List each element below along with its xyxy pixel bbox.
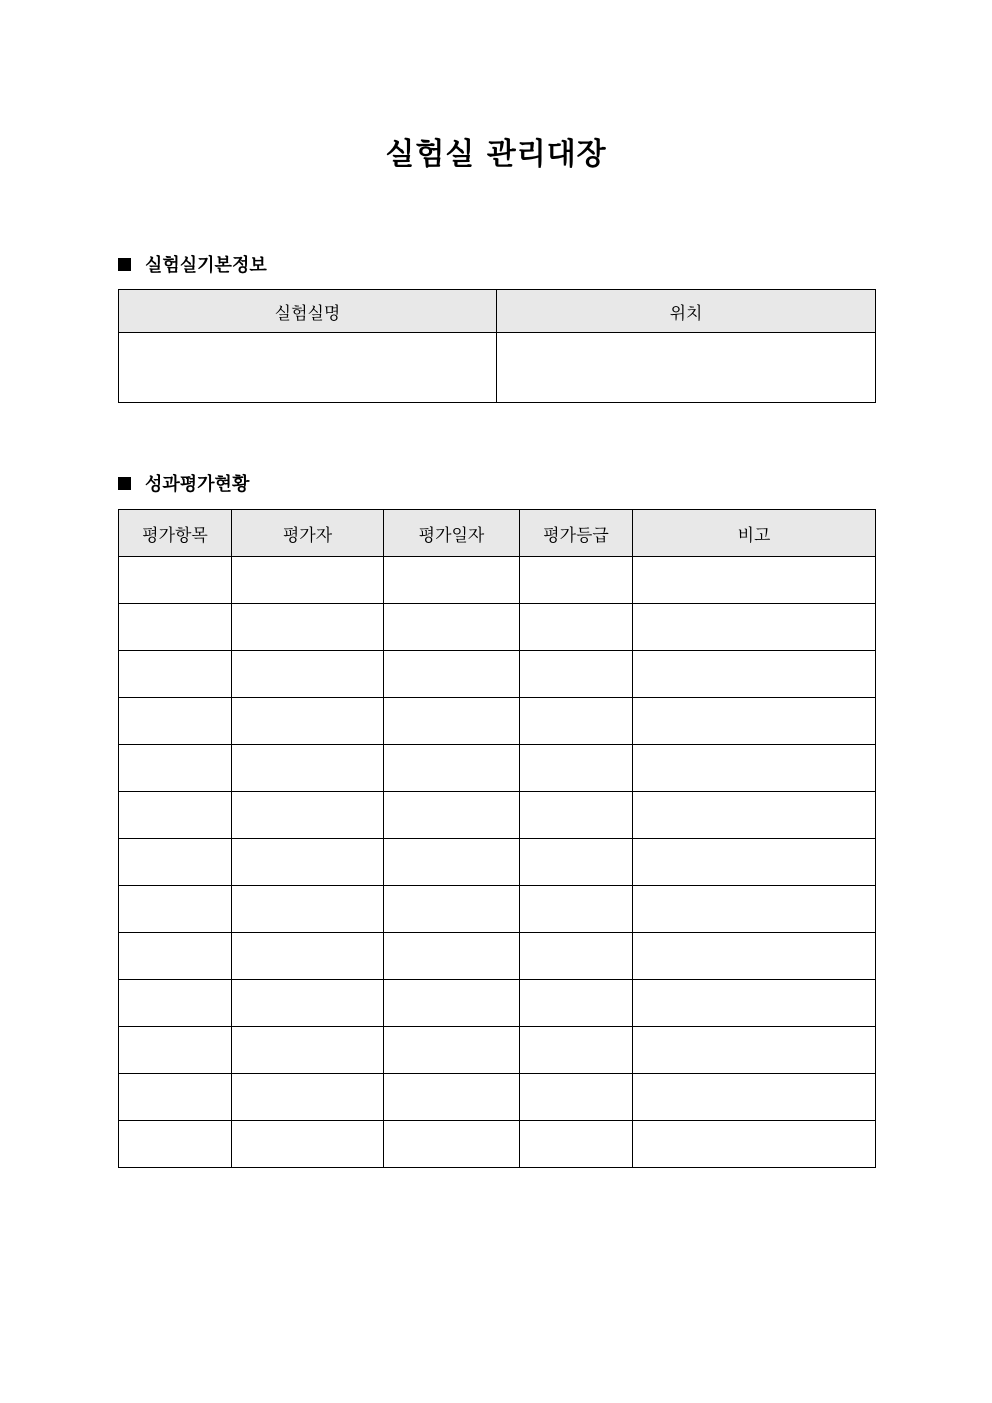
eval-grade-cell[interactable] — [520, 933, 633, 980]
column-header-eval-date: 평가일자 — [384, 510, 520, 557]
evaluator-cell[interactable] — [232, 1074, 384, 1121]
eval-date-cell[interactable] — [384, 1121, 520, 1168]
eval-item-cell[interactable] — [119, 792, 232, 839]
eval-item-cell[interactable] — [119, 651, 232, 698]
eval-date-cell[interactable] — [384, 651, 520, 698]
evaluation-table-body — [119, 557, 876, 1168]
evaluation-table — [118, 509, 876, 1168]
eval-item-cell[interactable] — [119, 745, 232, 792]
eval-grade-cell[interactable] — [520, 1074, 633, 1121]
evaluator-cell[interactable] — [232, 792, 384, 839]
square-bullet-icon — [118, 258, 131, 271]
eval-item-cell[interactable] — [119, 933, 232, 980]
table-row — [119, 1027, 876, 1074]
evaluator-cell[interactable] — [232, 698, 384, 745]
eval-item-cell[interactable] — [119, 1027, 232, 1074]
eval-date-cell[interactable] — [384, 839, 520, 886]
eval-grade-cell[interactable] — [520, 980, 633, 1027]
table-row — [119, 333, 876, 403]
evaluator-cell[interactable] — [232, 886, 384, 933]
remarks-cell[interactable] — [633, 1121, 876, 1168]
eval-grade-cell[interactable] — [520, 745, 633, 792]
header-row — [119, 510, 876, 557]
remarks-cell[interactable] — [633, 745, 876, 792]
table-row — [119, 651, 876, 698]
column-header-eval-grade: 평가등급 — [520, 510, 633, 557]
table-row — [119, 1121, 876, 1168]
section-heading-basic-info — [118, 252, 267, 276]
eval-date-cell[interactable] — [384, 980, 520, 1027]
eval-item-cell[interactable] — [119, 839, 232, 886]
remarks-cell[interactable] — [633, 557, 876, 604]
table-row — [119, 839, 876, 886]
eval-grade-cell[interactable] — [520, 1121, 633, 1168]
eval-item-cell[interactable] — [119, 980, 232, 1027]
eval-date-cell[interactable] — [384, 557, 520, 604]
eval-grade-cell[interactable] — [520, 557, 633, 604]
eval-date-cell[interactable] — [384, 886, 520, 933]
table-row — [119, 604, 876, 651]
eval-grade-cell[interactable] — [520, 839, 633, 886]
column-header-remarks: 비고 — [633, 510, 876, 557]
evaluator-cell[interactable] — [232, 980, 384, 1027]
evaluator-cell[interactable] — [232, 839, 384, 886]
remarks-cell[interactable] — [633, 886, 876, 933]
eval-grade-cell[interactable] — [520, 698, 633, 745]
document-title: 실험실 관리대장 — [385, 137, 607, 172]
remarks-cell[interactable] — [633, 980, 876, 1027]
remarks-cell[interactable] — [633, 1074, 876, 1121]
eval-date-cell[interactable] — [384, 604, 520, 651]
table-row — [119, 557, 876, 604]
table-row — [119, 980, 876, 1027]
section-heading-label: 실험실기본정보 — [145, 255, 267, 276]
remarks-cell[interactable] — [633, 1027, 876, 1074]
eval-item-cell[interactable] — [119, 557, 232, 604]
eval-item-cell[interactable] — [119, 604, 232, 651]
evaluator-cell[interactable] — [232, 557, 384, 604]
remarks-cell[interactable] — [633, 604, 876, 651]
eval-grade-cell[interactable] — [520, 886, 633, 933]
column-header-location: 위치 — [497, 290, 876, 333]
eval-date-cell[interactable] — [384, 745, 520, 792]
evaluator-cell[interactable] — [232, 1121, 384, 1168]
table-row — [119, 886, 876, 933]
table-row — [119, 745, 876, 792]
remarks-cell[interactable] — [633, 839, 876, 886]
section-heading-evaluation — [118, 471, 249, 495]
square-bullet-icon — [118, 477, 131, 490]
eval-date-cell[interactable] — [384, 1074, 520, 1121]
eval-date-cell[interactable] — [384, 792, 520, 839]
remarks-cell[interactable] — [633, 651, 876, 698]
header-row — [119, 290, 876, 333]
evaluator-cell[interactable] — [232, 745, 384, 792]
eval-item-cell[interactable] — [119, 698, 232, 745]
eval-item-cell[interactable] — [119, 1121, 232, 1168]
section-heading-label: 성과평가현황 — [145, 474, 250, 495]
evaluator-cell[interactable] — [232, 1027, 384, 1074]
remarks-cell[interactable] — [633, 698, 876, 745]
eval-grade-cell[interactable] — [520, 651, 633, 698]
lab-name-cell[interactable] — [119, 333, 497, 403]
table-row — [119, 792, 876, 839]
table-row — [119, 933, 876, 980]
table-row — [119, 698, 876, 745]
evaluator-cell[interactable] — [232, 651, 384, 698]
column-header-eval-item: 평가항목 — [119, 510, 232, 557]
remarks-cell[interactable] — [633, 933, 876, 980]
remarks-cell[interactable] — [633, 792, 876, 839]
column-header-evaluator: 평가자 — [232, 510, 384, 557]
location-cell[interactable] — [497, 333, 876, 403]
evaluator-cell[interactable] — [232, 933, 384, 980]
evaluator-cell[interactable] — [232, 604, 384, 651]
column-header-lab-name: 실험실명 — [119, 290, 497, 333]
eval-date-cell[interactable] — [384, 933, 520, 980]
eval-date-cell[interactable] — [384, 698, 520, 745]
eval-item-cell[interactable] — [119, 1074, 232, 1121]
eval-item-cell[interactable] — [119, 886, 232, 933]
eval-grade-cell[interactable] — [520, 604, 633, 651]
eval-grade-cell[interactable] — [520, 1027, 633, 1074]
table-row — [119, 1074, 876, 1121]
basic-info-table — [118, 289, 876, 403]
eval-date-cell[interactable] — [384, 1027, 520, 1074]
eval-grade-cell[interactable] — [520, 792, 633, 839]
